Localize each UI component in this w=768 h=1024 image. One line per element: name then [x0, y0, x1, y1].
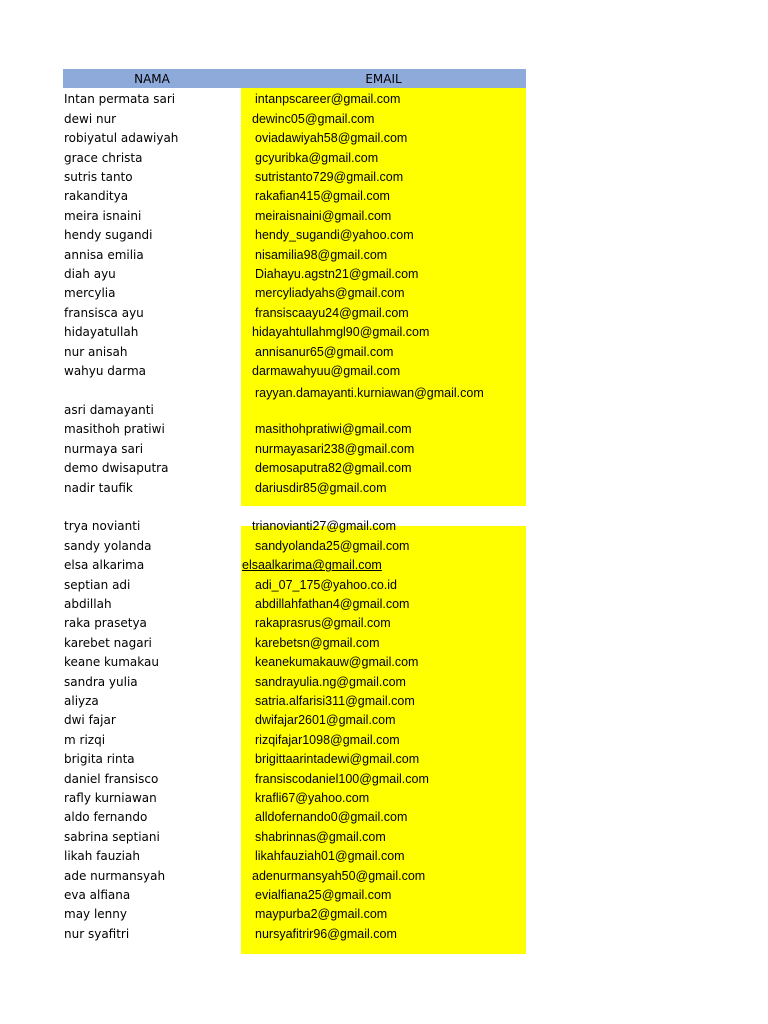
table-row[interactable] — [63, 787, 526, 806]
email-cell[interactable]: annisanur65@gmail.com — [255, 344, 394, 359]
email-cell[interactable]: sandrayulia.ng@gmail.com — [255, 674, 406, 689]
email-cell[interactable]: Diahayu.agstn21@gmail.com — [255, 266, 419, 281]
email-cell[interactable]: shabrinnas@gmail.com — [255, 829, 386, 844]
email-cell[interactable]: karebetsn@gmail.com — [255, 635, 380, 650]
email-cell[interactable]: likahfauziah01@gmail.com — [255, 849, 405, 864]
table-row[interactable] — [63, 107, 526, 126]
table-row[interactable] — [63, 651, 526, 670]
email-cell[interactable]: fransiscodaniel100@gmail.com — [255, 771, 429, 786]
table-row[interactable] — [63, 573, 526, 592]
name-cell[interactable]: dwi fajar — [64, 713, 116, 728]
table-row[interactable] — [63, 379, 526, 418]
name-cell[interactable]: sandra yulia — [64, 674, 138, 689]
name-cell[interactable]: septian adi — [64, 577, 131, 592]
name-cell[interactable]: aldo fernando — [64, 810, 148, 825]
table-row[interactable] — [63, 806, 526, 825]
table-row[interactable] — [63, 729, 526, 748]
table-row[interactable] — [63, 243, 526, 262]
table-row[interactable] — [63, 321, 526, 340]
name-cell[interactable]: aliyza — [64, 694, 99, 709]
name-cell[interactable]: sutris tanto — [64, 169, 133, 184]
email-cell[interactable]: demosaputra82@gmail.com — [255, 461, 412, 476]
email-cell[interactable]: meiraisnaini@gmail.com — [255, 208, 392, 223]
email-cell[interactable]: sandyolanda25@gmail.com — [255, 538, 410, 553]
name-cell[interactable]: eva alfiana — [64, 888, 131, 903]
email-cell[interactable]: alldofernando0@gmail.com — [255, 810, 408, 825]
name-cell[interactable]: meira isnaini — [64, 208, 142, 223]
email-cell[interactable]: nursyafitrir96@gmail.com — [255, 926, 397, 941]
email-cell[interactable]: nurmayasari238@gmail.com — [255, 441, 415, 456]
column-header-nama[interactable]: NAMA — [63, 69, 241, 88]
table-row[interactable] — [63, 127, 526, 146]
email-cell[interactable]: rizqifajar1098@gmail.com — [255, 732, 400, 747]
email-cell[interactable]: keanekumakauw@gmail.com — [255, 655, 419, 670]
name-cell[interactable]: m rizqi — [64, 732, 106, 747]
email-cell[interactable]: rayyan.damayanti.kurniawan@gmail.com — [255, 386, 484, 400]
table-row[interactable] — [63, 88, 526, 107]
table-row[interactable] — [63, 632, 526, 651]
email-cell[interactable]: dwifajar2601@gmail.com — [255, 713, 396, 728]
table-row[interactable] — [63, 166, 526, 185]
name-cell[interactable]: rakanditya — [64, 189, 129, 204]
name-cell[interactable]: brigita rinta — [64, 752, 135, 767]
name-cell[interactable]: may lenny — [64, 907, 127, 922]
email-cell[interactable]: sutristanto729@gmail.com — [255, 169, 404, 184]
table-row[interactable] — [63, 845, 526, 864]
table-row[interactable] — [63, 612, 526, 631]
table-row[interactable] — [63, 515, 526, 534]
table-row[interactable] — [63, 301, 526, 320]
name-cell[interactable]: annisa emilia — [64, 247, 144, 262]
email-cell[interactable]: abdillahfathan4@gmail.com — [255, 597, 410, 612]
name-cell[interactable]: elsa alkarima — [64, 558, 145, 573]
table-row[interactable] — [63, 418, 526, 437]
name-cell[interactable]: daniel fransisco — [64, 771, 159, 786]
email-cell[interactable]: intanpscareer@gmail.com — [255, 92, 401, 107]
table-row[interactable] — [63, 535, 526, 554]
email-link[interactable]: elsaalkarima@gmail.com — [242, 558, 382, 573]
email-cell[interactable]: hendy_sugandi@yahoo.com — [255, 228, 414, 243]
name-cell[interactable]: nur anisah — [64, 344, 128, 359]
table-row[interactable] — [63, 340, 526, 359]
name-cell[interactable]: nurmaya sari — [64, 441, 144, 456]
name-cell[interactable]: mercylia — [64, 286, 116, 301]
table-row[interactable] — [63, 884, 526, 903]
name-cell[interactable]: wahyu darma — [64, 363, 147, 378]
name-cell[interactable]: trya novianti — [64, 519, 141, 534]
table-row[interactable] — [63, 224, 526, 243]
email-cell[interactable]: krafli67@yahoo.com — [255, 791, 370, 806]
email-cell[interactable]: dariusdir85@gmail.com — [255, 480, 387, 495]
email-cell[interactable]: adi_07_175@yahoo.co.id — [255, 577, 397, 592]
table-row[interactable] — [63, 923, 526, 942]
table-row[interactable] — [63, 670, 526, 689]
email-cell[interactable]: masithohpratiwi@gmail.com — [255, 422, 412, 437]
table-row[interactable] — [63, 690, 526, 709]
column-header-email[interactable]: EMAIL — [241, 69, 526, 88]
name-cell[interactable]: ade nurmansyah — [64, 868, 166, 883]
email-cell[interactable]: darmawahyuu@gmail.com — [252, 363, 401, 378]
email-cell[interactable]: dewinc05@gmail.com — [252, 111, 375, 126]
table-row[interactable] — [63, 204, 526, 223]
email-cell[interactable]: gcyuribka@gmail.com — [255, 150, 379, 165]
table-row[interactable] — [63, 826, 526, 845]
table-row[interactable] — [63, 476, 526, 495]
table-row[interactable] — [63, 185, 526, 204]
name-cell[interactable]: diah ayu — [64, 266, 116, 281]
table-row[interactable] — [63, 554, 526, 573]
name-cell[interactable]: karebet nagari — [64, 635, 152, 650]
table-row[interactable] — [63, 864, 526, 883]
name-cell[interactable]: dewi nur — [64, 111, 117, 126]
table-row[interactable] — [63, 360, 526, 379]
email-cell[interactable]: hidayahtullahmgl90@gmail.com — [252, 325, 430, 340]
table-row[interactable] — [63, 709, 526, 728]
name-cell[interactable]: hendy sugandi — [64, 228, 153, 243]
name-cell[interactable]: asri damayanti — [64, 403, 154, 417]
table-row[interactable] — [63, 593, 526, 612]
email-cell[interactable]: evialfiana25@gmail.com — [255, 888, 392, 903]
name-cell[interactable]: rafly kurniawan — [64, 791, 157, 806]
table-row[interactable] — [63, 437, 526, 456]
name-cell[interactable]: likah fauziah — [64, 849, 140, 864]
name-cell[interactable]: grace christa — [64, 150, 143, 165]
name-cell[interactable]: robiyatul adawiyah — [64, 131, 179, 146]
email-cell[interactable]: nisamilia98@gmail.com — [255, 247, 388, 262]
email-cell[interactable]: trianovianti27@gmail.com — [252, 519, 397, 534]
name-cell[interactable]: abdillah — [64, 597, 112, 612]
table-row[interactable] — [63, 748, 526, 767]
name-cell[interactable]: nur syafitri — [64, 926, 130, 941]
name-cell[interactable]: demo dwisaputra — [64, 461, 169, 476]
table-row[interactable] — [63, 146, 526, 165]
name-cell[interactable]: nadir taufik — [64, 480, 133, 495]
name-cell[interactable]: sandy yolanda — [64, 538, 152, 553]
name-cell[interactable]: sabrina septiani — [64, 829, 160, 844]
email-cell[interactable]: rakafian415@gmail.com — [255, 189, 390, 204]
email-cell[interactable]: mercyliadyahs@gmail.com — [255, 286, 405, 301]
name-cell[interactable]: Intan permata sari — [64, 92, 176, 107]
email-cell[interactable]: maypurba2@gmail.com — [255, 907, 388, 922]
email-cell[interactable]: rakaprasrus@gmail.com — [255, 616, 391, 631]
email-cell[interactable]: fransiscaayu24@gmail.com — [255, 305, 409, 320]
name-cell[interactable]: fransisca ayu — [64, 305, 144, 320]
email-cell[interactable]: brigittaarintadewi@gmail.com — [255, 752, 420, 767]
email-cell[interactable]: adenurmansyah50@gmail.com — [252, 868, 426, 883]
table-row[interactable] — [63, 457, 526, 476]
name-cell[interactable]: masithoh pratiwi — [64, 422, 165, 437]
table-row[interactable] — [63, 767, 526, 786]
name-cell[interactable]: keane kumakau — [64, 655, 159, 670]
table-row[interactable] — [63, 282, 526, 301]
name-cell[interactable]: hidayatullah — [64, 325, 139, 340]
email-cell[interactable]: satria.alfarisi311@gmail.com — [255, 694, 415, 709]
table-row[interactable] — [63, 263, 526, 282]
table-row[interactable] — [63, 903, 526, 922]
name-cell[interactable]: raka prasetya — [64, 616, 147, 631]
email-cell[interactable]: oviadawiyah58@gmail.com — [255, 131, 408, 146]
